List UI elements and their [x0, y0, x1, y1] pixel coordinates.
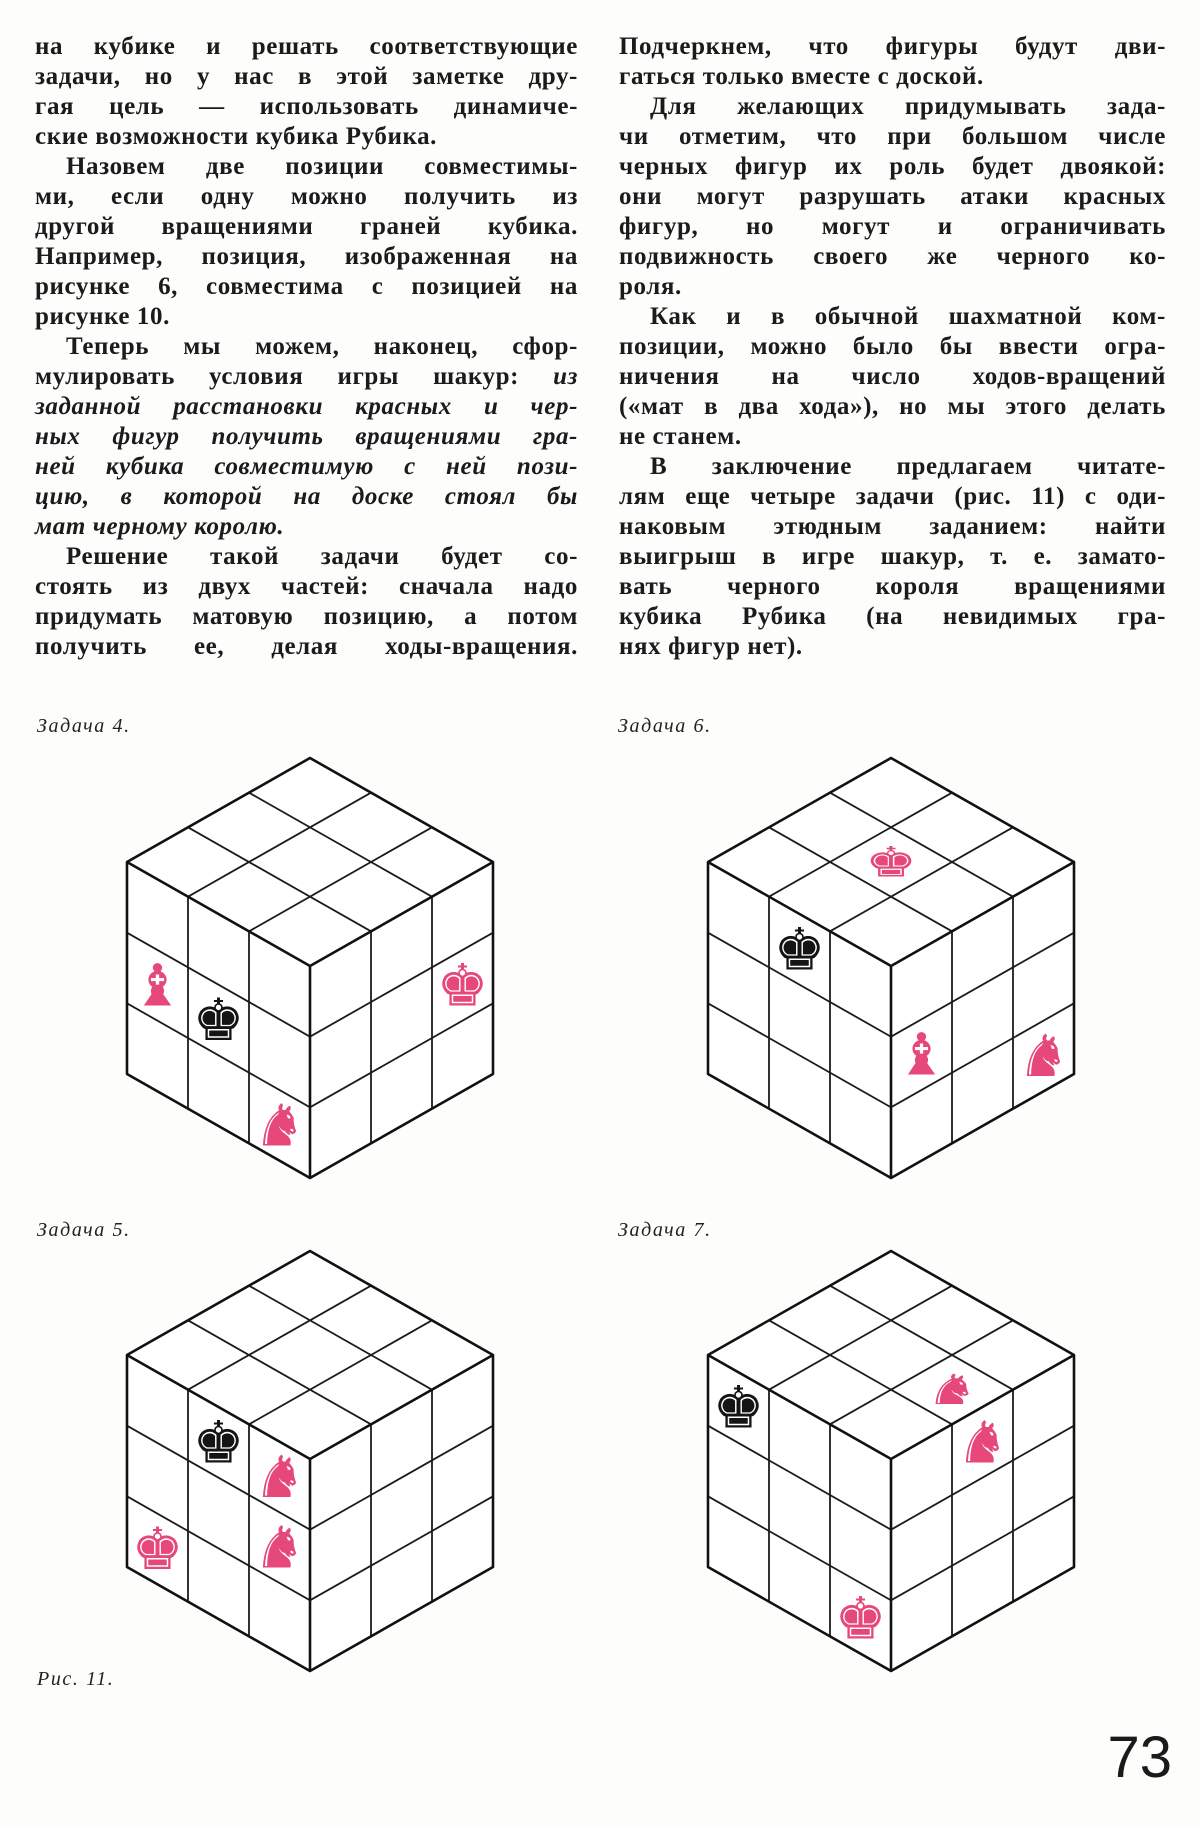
text-line — [35, 212, 578, 242]
text-line-roman: ми, если одну можно получить из — [35, 183, 578, 210]
text-line — [619, 572, 1166, 602]
text-line — [35, 272, 578, 302]
red-knight-icon: ♞ — [253, 1513, 306, 1582]
black-king-icon: ♚ — [712, 1373, 765, 1442]
text-line — [619, 92, 1166, 122]
paragraph — [35, 152, 578, 332]
text-line-roman: мулировать условия игры шакур: — [35, 363, 554, 390]
paragraph — [35, 332, 578, 542]
rubik-cube-diagram — [120, 752, 500, 1184]
problem-caption: Задача 4. — [37, 715, 131, 737]
text-line — [35, 572, 578, 602]
text-line-roman: Теперь мы можем, наконец, сфор- — [66, 333, 578, 360]
text-line-roman: Решение такой задачи будет со- — [66, 543, 578, 570]
text-line — [35, 422, 578, 452]
text-line-roman: другой вращениями граней кубика. — [35, 213, 578, 240]
text-line-roman: Например, позиция, изображенная на — [35, 243, 578, 270]
text-line — [35, 512, 578, 542]
text-line — [619, 632, 1166, 662]
text-line — [619, 212, 1166, 242]
text-line — [35, 242, 578, 272]
text-line — [35, 62, 578, 92]
text-line-roman: ские возможности кубика Рубика. — [35, 123, 438, 150]
text-line-roman: не станем. — [619, 423, 742, 450]
text-line-roman: рисунке 10. — [35, 303, 170, 330]
text-line — [619, 332, 1166, 362]
page-number: 73 — [1107, 1725, 1172, 1790]
black-king-icon: ♚ — [192, 1408, 245, 1477]
red-king-icon: ♚ — [865, 837, 917, 887]
text-line-roman: выигрыш в игре шакур, т. е. замато- — [619, 543, 1166, 570]
red-knight-icon: ♞ — [1017, 1022, 1070, 1090]
figure-caption: Рис. 11. — [37, 1668, 115, 1690]
red-king-icon: ♚ — [834, 1584, 887, 1653]
paragraph — [619, 452, 1166, 662]
text-line-roman: Подчеркнем, что фигуры будут дви- — [619, 33, 1166, 60]
red-king-icon: ♚ — [436, 951, 489, 1020]
text-line — [619, 302, 1166, 332]
text-line-roman: ничения на число ходов-вращений — [619, 363, 1166, 390]
text-line — [35, 392, 578, 422]
cube-drawing — [701, 1245, 1081, 1677]
text-line-roman: получить ее, делая ходы-вращения. — [35, 633, 578, 660]
text-line — [35, 92, 578, 122]
text-line — [619, 32, 1166, 62]
text-line — [35, 152, 578, 182]
text-line-roman: Как и в обычной шахматной ком- — [650, 303, 1166, 330]
paragraph — [619, 92, 1166, 302]
text-line — [619, 422, 1166, 452]
text-line — [619, 242, 1166, 272]
text-line-roman: вать черного короля вращениями — [619, 573, 1166, 600]
paragraph — [35, 542, 578, 662]
text-line — [619, 542, 1166, 572]
text-line — [619, 512, 1166, 542]
text-line-roman: гаться только вместе с доской. — [619, 63, 984, 90]
text-line-roman: позиции, можно было бы ввести огра- — [619, 333, 1166, 360]
text-line — [35, 602, 578, 632]
text-line — [35, 452, 578, 482]
text-line-roman: стоять из двух частей: сначала надо — [35, 573, 578, 600]
text-line-roman: Назовем две позиции совместимы- — [66, 153, 578, 180]
text-line — [619, 392, 1166, 422]
red-knight-icon: ♞ — [253, 1091, 306, 1160]
text-line-roman: фигур, но могут и ограничивать — [619, 213, 1166, 240]
text-line-roman: роля. — [619, 273, 682, 300]
problem-caption: Задача 6. — [618, 715, 712, 737]
rubik-cube-diagram — [701, 752, 1081, 1184]
paragraph — [619, 302, 1166, 452]
text-line-roman: Для желающих придумывать зада- — [650, 93, 1166, 120]
text-line — [35, 632, 578, 662]
rubik-cube-diagram — [120, 1245, 500, 1677]
text-line-roman: на кубике и решать соответствующие — [35, 33, 578, 60]
text-line-roman: они могут разрушать атаки красных — [619, 183, 1166, 210]
rubik-cube-diagram — [701, 1245, 1081, 1677]
red-knight-icon: ♞ — [253, 1443, 306, 1511]
text-line-roman: задачи, но у нас в этой заметке дру- — [35, 63, 578, 90]
text-line-roman: подвижность своего же черного ко- — [619, 243, 1166, 270]
text-line — [619, 452, 1166, 482]
text-line-roman: гая цель — использовать динамиче- — [35, 93, 578, 120]
black-king-icon: ♚ — [192, 986, 245, 1054]
text-line — [35, 32, 578, 62]
red-bishop-icon: ♝ — [895, 1020, 948, 1089]
paragraph — [35, 32, 578, 152]
text-line — [35, 182, 578, 212]
text-line — [619, 602, 1166, 632]
problem-caption: Задача 7. — [618, 1219, 712, 1241]
text-line-italic: заданной расстановки красных и чер- — [35, 393, 578, 420]
text-line — [35, 122, 578, 152]
text-line-roman: придумать матовую позицию, а потом — [35, 603, 578, 630]
text-line — [35, 542, 578, 572]
text-line-roman: кубика Рубика (на невидимых гра- — [619, 603, 1166, 630]
text-line — [35, 362, 578, 392]
text-line-italic: ней кубика совместимую с ней пози- — [35, 453, 578, 480]
text-line — [619, 272, 1166, 302]
text-line-italic: ных фигур получить вращениями гра- — [35, 423, 578, 450]
text-line-italic: цию, в которой на доске стоял бы — [35, 483, 578, 510]
text-line-roman: чи отметим, что при большом числе — [619, 123, 1166, 150]
cube-drawing — [701, 752, 1081, 1184]
text-line — [619, 362, 1166, 392]
text-column-right — [619, 32, 1166, 662]
text-line-roman: черных фигур их роль будет двоякой: — [619, 153, 1166, 180]
text-line-roman: («мат в два хода»), но мы этого делать — [619, 393, 1166, 420]
cube-drawing — [120, 1245, 500, 1677]
text-line — [35, 482, 578, 512]
text-line-italic: мат черному королю. — [35, 513, 285, 540]
text-line-roman: нях фигур нет). — [619, 633, 803, 660]
problem-caption: Задача 5. — [37, 1219, 131, 1241]
black-king-icon: ♚ — [773, 915, 826, 984]
text-line-roman: рисунке 6, совместима с позицией на — [35, 273, 578, 300]
red-knight-icon: ♞ — [926, 1365, 978, 1415]
red-king-icon: ♚ — [131, 1515, 184, 1583]
text-line-roman: лям еще четыре задачи (рис. 11) с оди- — [619, 483, 1166, 510]
text-line — [619, 62, 1166, 92]
text-line — [619, 122, 1166, 152]
text-line — [35, 332, 578, 362]
text-line — [619, 482, 1166, 512]
paragraph — [619, 32, 1166, 92]
text-line-roman: В заключение предлагаем читате- — [650, 453, 1166, 480]
text-line — [35, 302, 578, 332]
red-knight-icon: ♞ — [956, 1408, 1009, 1477]
text-line-roman: наковым этюдным заданием: найти — [619, 513, 1166, 540]
text-line — [619, 152, 1166, 182]
text-column-left — [35, 32, 578, 662]
red-bishop-icon: ♝ — [131, 951, 184, 1020]
cube-drawing — [120, 752, 500, 1184]
text-line — [619, 182, 1166, 212]
text-line-italic: из — [553, 363, 578, 390]
